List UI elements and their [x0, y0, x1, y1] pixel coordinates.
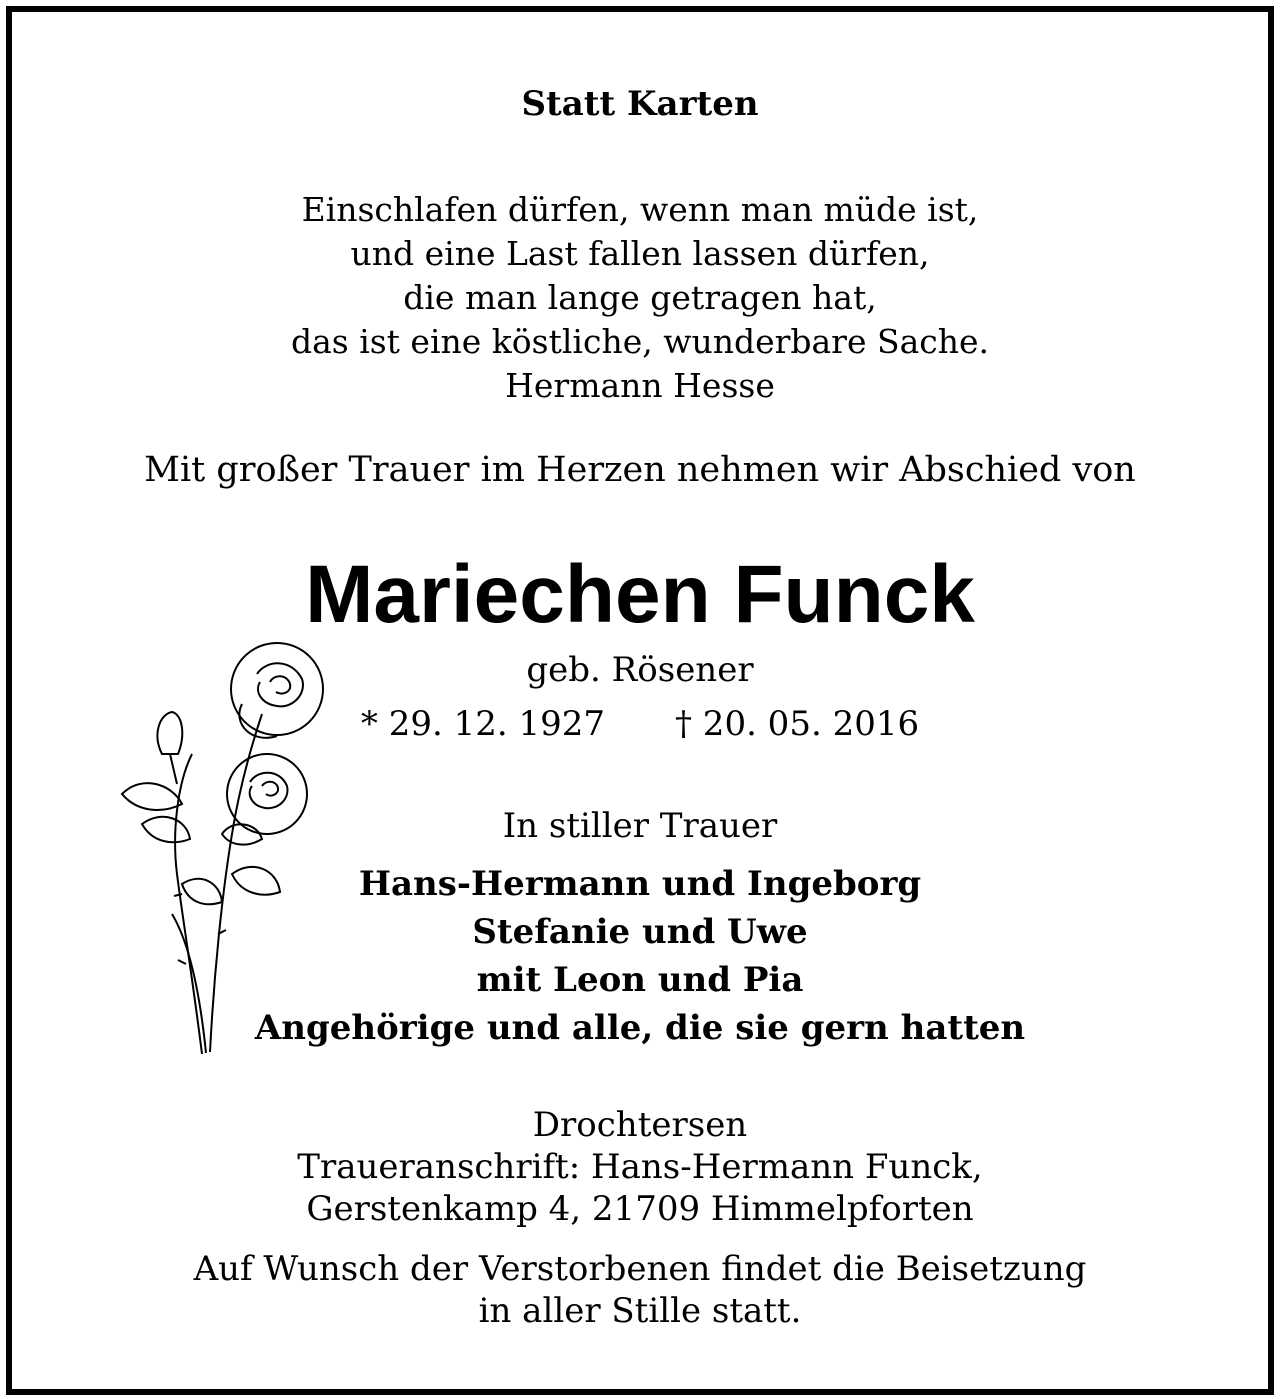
life-dates [12, 704, 1268, 744]
closing-line: Auf Wunsch der Verstorbenen findet die Beisetzung [193, 1249, 1087, 1289]
address-line: Gerstenkamp 4, 21709 Himmelpforten [306, 1189, 974, 1229]
family-line: Stefanie und Uwe [472, 912, 808, 952]
intro-line: Mit großer Trauer im Herzen nehmen wir Abschied von [144, 450, 1136, 490]
poem-line: die man lange getragen hat, [403, 278, 877, 317]
poem-line: das ist eine köstliche, wunderbare Sache. [290, 322, 990, 361]
obituary-notice [6, 6, 1274, 1395]
closing-note [12, 1248, 1268, 1332]
birth-name: geb. Rösener [526, 650, 754, 690]
notice-heading: Statt Karten [521, 84, 759, 124]
closing-line: in aller Stille statt. [478, 1291, 802, 1331]
family-line: Hans-Hermann und Ingeborg [358, 864, 922, 904]
death-date: † 20. 05. 2016 [675, 704, 920, 744]
mourning-line: In stiller Trauer [502, 806, 778, 846]
birth-date: * 29. 12. 1927 [360, 704, 605, 744]
poem-line: und eine Last fallen lassen dürfen, [350, 234, 930, 273]
family-list [12, 860, 1268, 1052]
family-line: mit Leon und Pia [476, 960, 804, 1000]
address-block [12, 1104, 1268, 1230]
poem-line: Einschlafen dürfen, wenn man müde ist, [301, 190, 979, 229]
poem-author: Hermann Hesse [505, 366, 775, 405]
deceased-name: Mariechen Funck [305, 549, 975, 640]
address-line: Drochtersen [532, 1105, 748, 1145]
address-line: Traueranschrift: Hans-Hermann Funck, [297, 1147, 983, 1187]
poem-block [12, 188, 1268, 408]
family-line: Angehörige und alle, die sie gern hatten [254, 1008, 1026, 1048]
